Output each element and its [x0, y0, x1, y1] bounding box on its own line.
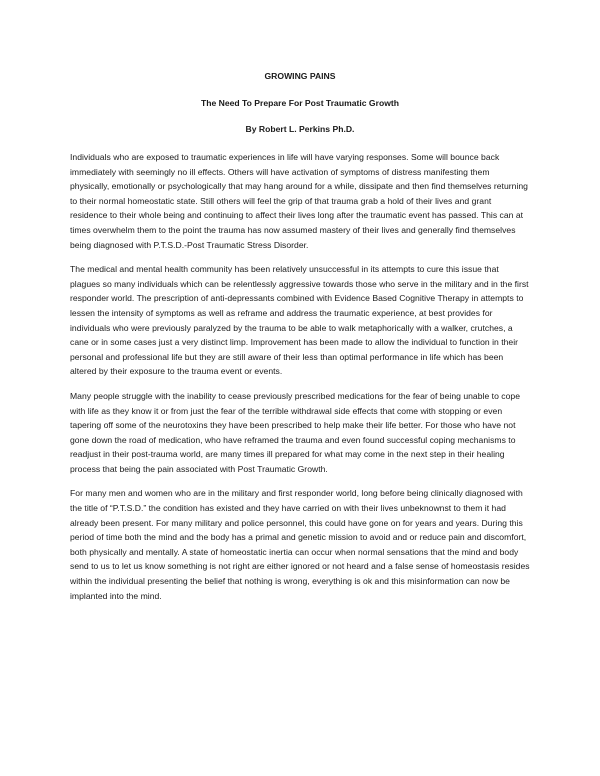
paragraph-2: The medical and mental health community has been relatively unsuccessful in its attempts to cure this issue that plagues so many individuals which can be relentlessly aggressive towards those who serve in the military and in the first responder world. The prescription of anti-depressants combined with Evidence Based Cognitive Therapy in attempts to lessen the intensity of symptoms as well as reframe and address the traumatic experience, at best provides for individuals who were previously paralyzed by the trauma to be able to walk metaphorically with a walker, crutches, a cane or in some cases just a very distinct limp. Improvement has been made to allow the individual to function in their personal and professional life but they are still aware of their less than optimal performance in life which has been altered by their exposure to the trauma event or events.	[70, 264, 529, 377]
document-title: GROWING PAINS	[264, 71, 336, 81]
paragraph-4: For many men and women who are in the military and first responder world, long before being clinically diagnosed with the title of “P.T.S.D.” the condition has existed and they have carried on with their lives unbeknownst to them it had already been present. For many military and police personnel, this could have gone on for years and years. During this period of time both the mind and the body has a primal and genetic mission to avoid and or reduce pain and discomfort, both physically and mentally. A state of homeostatic inertia can occur when normal sensations that the mind and body send to us to let us know something is not right are either ignored or not heard and a false sense of homeostasis resides within the individual presenting the belief that nothing is wrong, everything is ok and this misinformation can now be implanted into the mind.	[70, 488, 530, 601]
document-subtitle: The Need To Prepare For Post Traumatic Growth	[200, 98, 399, 108]
author-byline: By Robert L. Perkins Ph.D.	[245, 124, 355, 134]
paragraph-3: Many people struggle with the inability to cease previously prescribed medications for the fear of being unable to cope with life as they know it or from just the fear of the terrible withdrawal side effects that come with stopping or even tapering off some of the neurotoxins they have been prescribed to help make their life better. For those who have not gone down the road of medication, who have reframed the trauma and even found successful coping mechanisms to readjust in their post-trauma world, are many times ill prepared for what may come in the next step in their healing process that being the pain associated with Post Traumatic Growth.	[70, 390, 520, 474]
document-body	[70, 150, 530, 603]
paragraph-1: Individuals who are exposed to traumatic experiences in life will have varying responses. Some will bounce back immediately with seemingly no ill effects. Others will have activation of symptoms of distress manifesting them physically, emotionally or psychologically that may hang around for a while, dissipate and then find themselves returning to their normal homeostatic state. Still others will feel the grip of that trauma grab a hold of their lives and grant residence to their whole being and continuing to affect their lives long after the traumatic event has passed. This can at times overwhelm them to the point the trauma has now assumed mastery of their lives and generally find themselves being diagnosed with P.T.S.D.-Post Traumatic Stress Disorder.	[70, 152, 528, 250]
